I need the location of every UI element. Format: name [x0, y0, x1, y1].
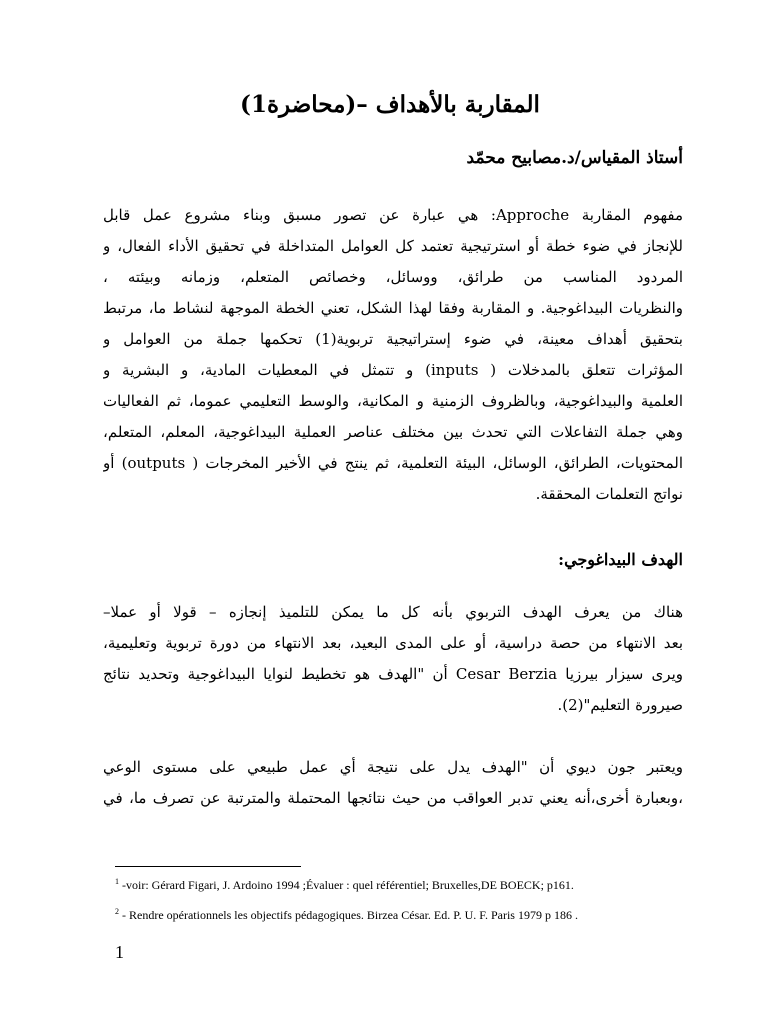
- text-line: مفهوم المقاربة Approche: هي عبارة عن تصور مسبق وبناء مشروع عمل قابل: [103, 206, 683, 224]
- footnote-2: [115, 904, 675, 923]
- page-number: 1: [115, 942, 124, 962]
- text-line: ويرى سيزار بيرزيا Cesar Berzia أن "الهدف هو تخطيط لنوايا البيداغوجية وتحديد نتائج: [103, 665, 683, 683]
- footnote-number: 1: [115, 877, 119, 886]
- footnote-number: 2: [115, 907, 119, 916]
- text-line: العلمية والبيداغوجية، وبالظروف الزمنية و المكانية، والوسط التعليمي عموما، ثم الفعاليات: [103, 392, 683, 410]
- text-line: نواتج التعلمات المحققة.: [535, 485, 683, 503]
- footnote-separator: [115, 866, 301, 867]
- footnote-1: [115, 874, 675, 893]
- text-line: المردود المناسب من طرائق، ووسائل، وخصائص المتعلم، وزمانه وبيئته ،: [103, 268, 683, 286]
- text-line: هناك من يعرف الهدف التربوي بأنه كل ما يمكن للتلميذ إنجازه – قولا أو عملا–: [103, 603, 683, 621]
- text-line: ويعتبر جون ديوي أن "الهدف يدل على نتيجة أي عمل طبيعي على مستوى الوعي: [103, 758, 683, 776]
- paragraph-approach-definition: [103, 200, 683, 510]
- text-line: المؤثرات تتعلق بالمدخلات ( inputs) و تتمثل في المعطيات المادية، و البشرية و: [103, 361, 683, 379]
- text-line: ،وبعبارة أخرى،أنه يعني تدبر العواقب من حيث نتائجها المحتملة والمترتبة عن تصرف ما، في: [103, 789, 683, 807]
- section-heading-pedagogical-objective: الهدف البيداغوجي:: [558, 550, 683, 569]
- text-line: بتحقيق أهداف معينة، في ضوء إستراتيجية تربوية(1) تحكمها جملة من العوامل و: [103, 330, 683, 348]
- paragraph-dewey: [103, 752, 683, 814]
- text-line: وهي جملة التفاعلات التي تحدث بين مختلف عناصر العملية البيداغوجية، المعلم، المتعلم،: [103, 423, 683, 441]
- footnote-text: - Rendre opérationnels les objectifs pédagogiques. Birzea César. Ed. P. U. F. Paris 1979 p 186 .: [119, 908, 578, 922]
- text-line: صيرورة التعليم"(2).: [557, 696, 683, 714]
- text-line: المحتويات، الطرائق، الوسائل، البيئة التعلمية، ثم ينتج في الأخير المخرجات ( outputs) أو: [103, 454, 683, 472]
- paragraph-objective-definition: [103, 597, 683, 721]
- text-line: للإنجاز في ضوء خطة أو استرتيجية تعتمد كل العوامل المتداخلة في تحقيق الأداء الفعال، و: [103, 237, 683, 255]
- text-line: والنظريات البيداغوجية. و المقاربة وفقا لهذا الشكل، تعني الخطة الموجهة لنشاط ما، مرتبط: [103, 299, 683, 317]
- page-title: المقاربة بالأهداف –(محاضرة1): [240, 91, 540, 118]
- author-line: أستاذ المقياس/د.مصابيح محمّد: [466, 148, 683, 168]
- footnote-text: -voir: Gérard Figari, J. Ardoino 1994 ;Évaluer : quel référentiel; Bruxelles,DE BOECK; p161.: [119, 878, 574, 892]
- text-line: بعد الانتهاء من حصة دراسية، أو على المدى البعيد، بعد الانتهاء من دورة تربوية وتعليمية،: [103, 634, 683, 652]
